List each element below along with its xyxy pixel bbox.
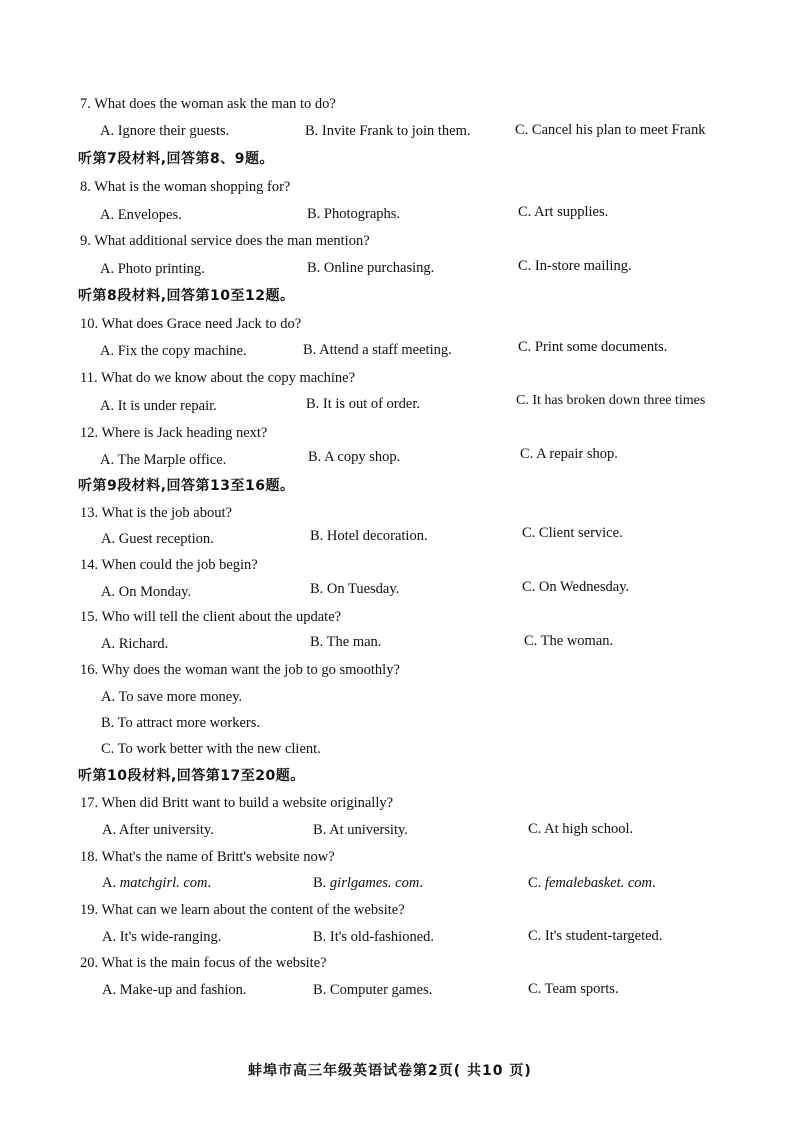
- option-19c: C. It's student-targeted.: [528, 928, 663, 944]
- question-8: 8. What is the woman shopping for?: [80, 179, 291, 195]
- option-15c: C. The woman.: [524, 633, 614, 649]
- option-9a: A. Photo printing.: [100, 261, 205, 277]
- option-7b: B. Invite Frank to join them.: [305, 123, 471, 139]
- option-16c: C. To work better with the new client.: [101, 741, 321, 757]
- option-13b: B. Hotel decoration.: [310, 528, 428, 544]
- section-heading-10: 听第10段材料,回答第17至20题。: [78, 768, 305, 784]
- question-11: 11. What do we know about the copy machine?: [80, 370, 356, 386]
- option-19a: A. It's wide-ranging.: [102, 929, 222, 945]
- section-heading-9: 听第9段材料,回答第13至16题。: [78, 478, 295, 494]
- option-18b-text: girlgames. com: [329, 875, 420, 891]
- question-9: 9. What additional service does the man mention?: [80, 233, 370, 249]
- option-8a: A. Envelopes.: [100, 207, 182, 223]
- question-18: 18. What's the name of Britt's website now?: [80, 849, 335, 865]
- option-11a: A. It is under repair.: [100, 398, 217, 414]
- section-heading-8: 听第8段材料,回答第10至12题。: [78, 288, 295, 304]
- option-12b: B. A copy shop.: [308, 449, 401, 465]
- question-12: 12. Where is Jack heading next?: [80, 425, 268, 441]
- option-7a: A. Ignore their guests.: [100, 123, 230, 139]
- option-13a: A. Guest reception.: [101, 531, 214, 547]
- option-15a: A. Richard.: [101, 636, 169, 652]
- option-11c: C. It has broken down three times: [516, 393, 706, 408]
- option-19b: B. It's old-fashioned.: [313, 929, 435, 945]
- question-17: 17. When did Britt want to build a website originally?: [80, 795, 394, 811]
- option-17a: A. After university.: [102, 822, 214, 838]
- option-10c: C. Print some documents.: [518, 339, 668, 355]
- option-8b: B. Photographs.: [307, 206, 401, 222]
- option-9c: C. In-store mailing.: [518, 258, 632, 274]
- option-18a-text: matchgirl. com: [119, 875, 208, 891]
- option-12c: C. A repair shop.: [520, 446, 618, 462]
- question-14: 14. When could the job begin?: [80, 557, 258, 573]
- option-20b: B. Computer games.: [313, 982, 433, 998]
- option-17c: C. At high school.: [528, 821, 634, 837]
- option-11b: B. It is out of order.: [306, 396, 420, 412]
- option-18a: A. matchgirl. com.: [102, 875, 212, 891]
- question-20: 20. What is the main focus of the website?: [80, 955, 327, 971]
- option-18c-text: femalebasket. com: [544, 875, 653, 891]
- option-16b: B. To attract more workers.: [101, 715, 260, 731]
- option-8c: C. Art supplies.: [518, 204, 609, 220]
- section-heading-7: 听第7段材料,回答第8、9题。: [78, 151, 275, 167]
- option-20c: C. Team sports.: [528, 981, 619, 997]
- option-9b: B. Online purchasing.: [307, 260, 435, 276]
- option-14c: C. On Wednesday.: [522, 579, 630, 595]
- question-19: 19. What can we learn about the content of the website?: [80, 902, 405, 918]
- option-18c: C. femalebasket. com.: [528, 875, 656, 891]
- question-16: 16. Why does the woman want the job to go smoothly?: [80, 662, 400, 678]
- option-10a: A. Fix the copy machine.: [100, 343, 247, 359]
- option-14b: B. On Tuesday.: [310, 581, 400, 597]
- question-7: 7. What does the woman ask the man to do?: [80, 96, 336, 112]
- option-12a: A. The Marple office.: [100, 452, 227, 468]
- option-10b: B. Attend a staff meeting.: [303, 342, 452, 358]
- option-18b: B. girlgames. com.: [313, 875, 423, 891]
- option-20a: A. Make-up and fashion.: [102, 982, 247, 998]
- option-16a: A. To save more money.: [101, 689, 243, 705]
- option-17b: B. At university.: [313, 822, 408, 838]
- question-10: 10. What does Grace need Jack to do?: [80, 316, 302, 332]
- option-15b: B. The man.: [310, 634, 382, 650]
- option-13c: C. Client service.: [522, 525, 623, 541]
- question-13: 13. What is the job about?: [80, 505, 232, 521]
- option-7c: C. Cancel his plan to meet Frank: [515, 122, 706, 138]
- option-14a: A. On Monday.: [101, 584, 192, 600]
- question-15: 15. Who will tell the client about the update?: [80, 609, 342, 625]
- page-footer: 蚌埠市高三年级英语试卷第2页( 共10 页): [248, 1063, 532, 1079]
